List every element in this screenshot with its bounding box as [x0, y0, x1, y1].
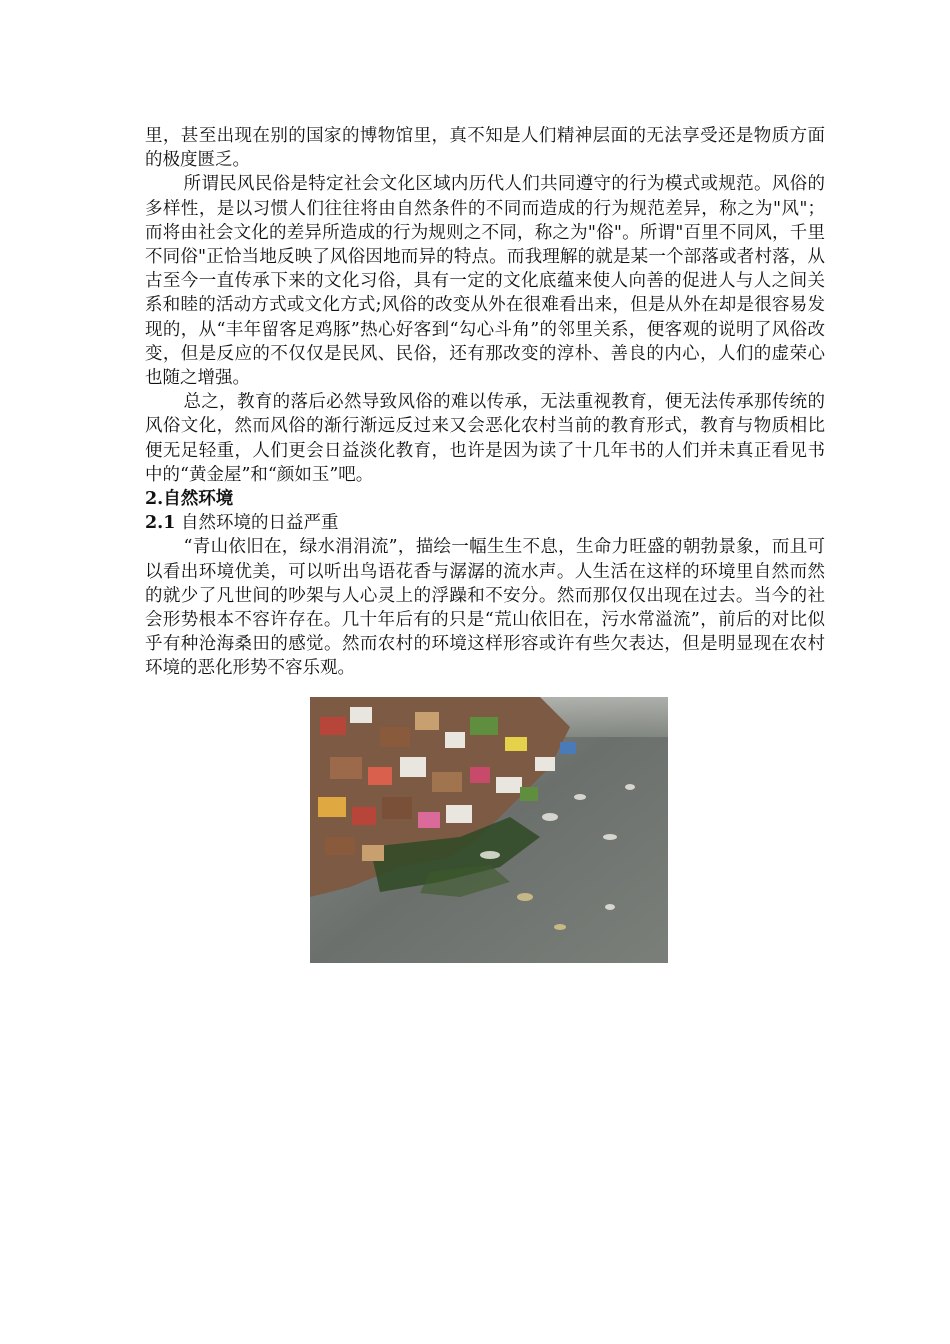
subsection-heading	[145, 511, 825, 535]
paragraph-folk-customs: 所谓民风民俗是特定社会文化区域内历代人们共同遵守的行为模式或规范。风俗的多样性，是以习惯人们往往将由自然条件的不同而造成的行为规范差异，称之为"风"；而将由社会文化的差异所造成的行为规则之不同，称之为"俗"。所谓"百里不同风，千里不同俗"正恰当地反映了风俗因地而异的特点。而我理解的就是某一个部落或者村落，从古至今一直传承下来的文化习俗，具有一定的文化底蕴来使人向善的促进人与人之间关系和睦的活动方式或文化方式;风俗的改变从外在很难看出来，但是从外在却是很容易发现的，从“丰年留客足鸡豚”热心好客到“勾心斗角”的邻里关系，便客观的说明了风俗改变，但是反应的不仅仅是民风、民俗，还有那改变的淳朴、善良的内心，人们的虚荣心也随之增强。	[145, 174, 825, 389]
section-heading: 2.自然环境	[145, 489, 234, 510]
paragraph-continuation: 里，甚至出现在别的国家的博物馆里，真不知是人们精神层面的无法享受还是物质方面的极度匮乏。	[145, 126, 825, 171]
document-body	[145, 124, 825, 681]
photo-illustration	[310, 697, 668, 963]
paragraph-conclusion: 总之，教育的落后必然导致风俗的难以传承，无法重视教育，便无法传承那传统的风俗文化，然而风俗的渐行渐远反过来又会恶化农村当前的教育形式，教育与物质相比便无足轻重，人们更会日益淡化教育，也许是因为读了十几年书的人们并未真正看见书中的“黄金屋”和“颜如玉”吧。	[145, 392, 825, 485]
subsection-number: 2.1	[145, 513, 176, 534]
paragraph-environment: “青山依旧在，绿水涓涓流”，描绘一幅生生不息，生命力旺盛的朝勃景象，而且可以看出环境优美，可以听出鸟语花香与潺潺的流水声。人生活在这样的环境里自然而然的就少了凡世间的吵架与人心灵上的浮躁和不安分。然而那仅仅出现在过去。当今的社会形势根本不容许存在。几十年后有的只是“荒山依旧在，污水常溢流”，前后的对比似乎有种沧海桑田的感觉。然而农村的环境这样形容或许有些欠表达，但是明显现在农村环境的恶化形势不容乐观。	[145, 537, 825, 679]
subsection-title: 自然环境的日益严重	[181, 513, 339, 534]
polluted-river-photo	[310, 697, 668, 963]
